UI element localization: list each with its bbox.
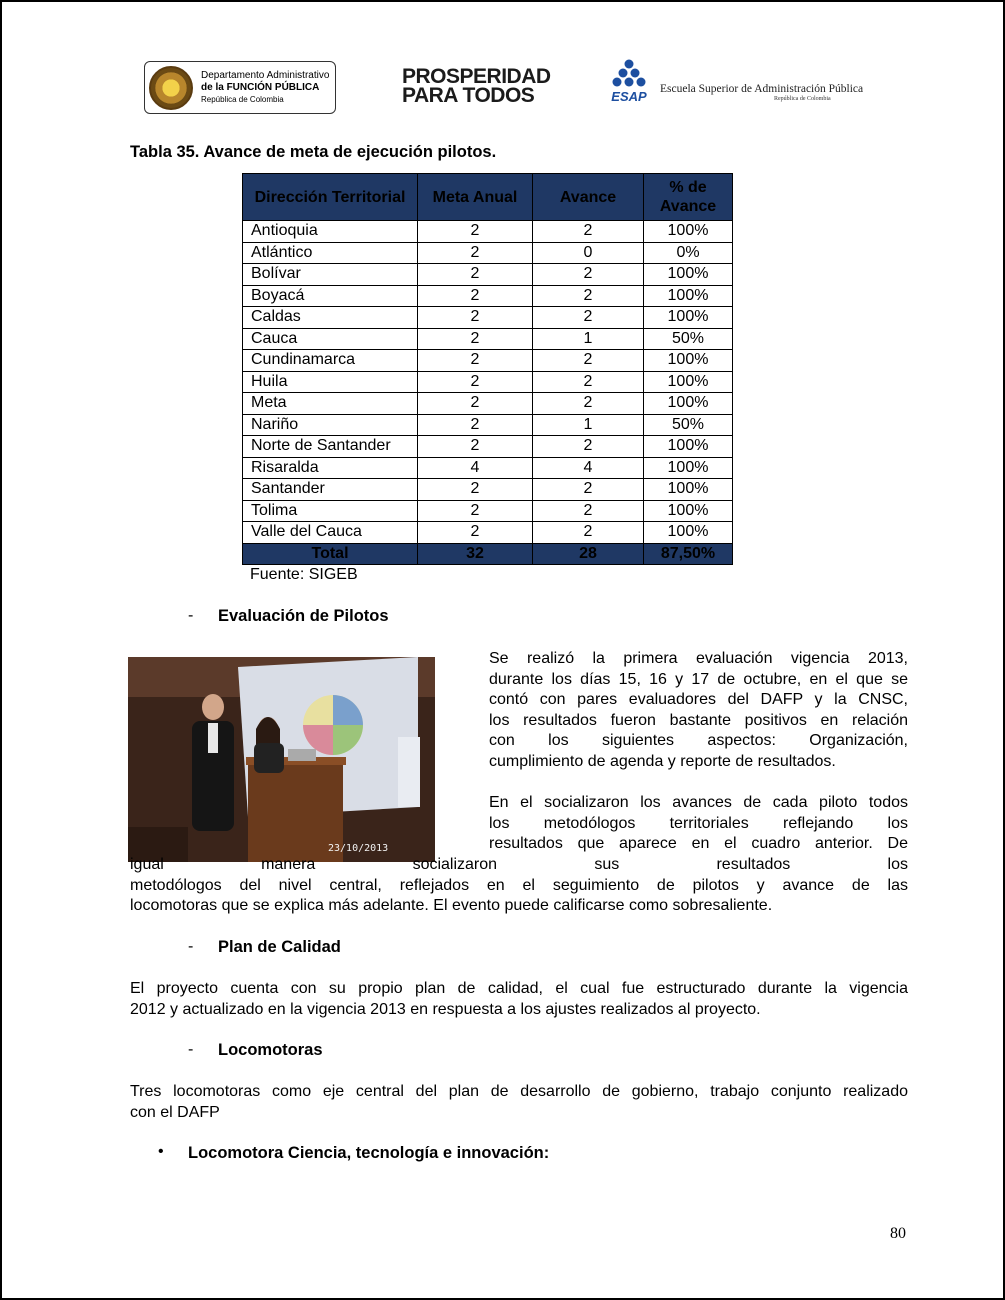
- cell-direccion: Meta: [243, 393, 418, 415]
- table-row: [243, 457, 733, 479]
- text-line: con el DAFP: [130, 1103, 220, 1121]
- presentation-photo-icon: [128, 657, 435, 862]
- prosperidad-line2: PARA TODOS: [402, 84, 535, 107]
- table-row: [243, 479, 733, 501]
- cell-direccion: Antioquia: [243, 221, 418, 243]
- cell-porcentaje: 100%: [644, 522, 733, 544]
- cell-avance: 2: [533, 436, 644, 458]
- total-cell: 87,50%: [644, 543, 733, 565]
- table-row: [243, 221, 733, 243]
- event-photo: [128, 657, 435, 862]
- dafp-line3: República de Colombia: [201, 94, 284, 104]
- loco-title: Locomotoras: [218, 1041, 323, 1059]
- cell-meta: 4: [418, 457, 533, 479]
- bullet-title: Locomotora Ciencia, tecnología e innovación:: [188, 1144, 550, 1162]
- table-source: Fuente: SIGEB: [250, 566, 358, 583]
- eval-paragraph-2-full: [130, 855, 908, 917]
- cell-porcentaje: 100%: [644, 436, 733, 458]
- text-line: los resultados fueron bastante positivos en relación: [489, 711, 908, 729]
- dafp-logo: [144, 61, 336, 114]
- text-line: los metodólogos territoriales reflejando los: [489, 814, 908, 832]
- cell-avance: 0: [533, 242, 644, 264]
- cell-direccion: Caldas: [243, 307, 418, 329]
- cell-porcentaje: 100%: [644, 457, 733, 479]
- bullet-icon: •: [158, 1143, 164, 1160]
- text-line: con los siguientes aspectos: Organización,: [489, 732, 908, 750]
- cell-porcentaje: 100%: [644, 221, 733, 243]
- cell-meta: 2: [418, 436, 533, 458]
- cell-meta: 2: [418, 393, 533, 415]
- cell-porcentaje: 100%: [644, 264, 733, 286]
- cell-direccion: Boyacá: [243, 285, 418, 307]
- cell-meta: 2: [418, 414, 533, 436]
- cell-porcentaje: 100%: [644, 285, 733, 307]
- cell-avance: 1: [533, 414, 644, 436]
- cell-meta: 2: [418, 242, 533, 264]
- cell-avance: 4: [533, 457, 644, 479]
- progress-table: [242, 173, 733, 565]
- cell-direccion: Risaralda: [243, 457, 418, 479]
- esap-logo: [602, 59, 864, 109]
- cell-avance: 2: [533, 285, 644, 307]
- calidad-title: Plan de Calidad: [218, 938, 341, 956]
- cell-direccion: Norte de Santander: [243, 436, 418, 458]
- eval-paragraph-1: [489, 649, 908, 773]
- colombia-seal-icon: [149, 66, 193, 110]
- header-porcentaje: % de Avance: [644, 174, 733, 221]
- cell-porcentaje: 100%: [644, 479, 733, 501]
- text-line: durante los días 15, 16 y 17 de octubre, en el que se: [489, 670, 908, 688]
- cell-direccion: Tolima: [243, 500, 418, 522]
- text-line: cumplimiento de agenda y reporte de resultados.: [489, 752, 836, 770]
- cell-direccion: Atlántico: [243, 242, 418, 264]
- table-row: [243, 242, 733, 264]
- total-cell: Total: [243, 543, 418, 565]
- cell-direccion: Bolívar: [243, 264, 418, 286]
- cell-meta: 2: [418, 479, 533, 501]
- cell-porcentaje: 100%: [644, 393, 733, 415]
- table-row: [243, 500, 733, 522]
- eval-title: Evaluación de Pilotos: [218, 607, 389, 625]
- text-line: contó con pares evaluadores del DAFP y la CNSC,: [489, 691, 908, 709]
- cell-direccion: Huila: [243, 371, 418, 393]
- text-line: En el socializaron los avances de cada piloto todos: [489, 794, 908, 811]
- text-line: 2012 y actualizado en la vigencia 2013 en respuesta a los ajustes realizados al proyecto.: [130, 1000, 761, 1018]
- text-line: resultados que aparece en el cuadro anterior. De: [489, 835, 908, 853]
- calidad-paragraph: [130, 979, 908, 1020]
- cell-direccion: Valle del Cauca: [243, 522, 418, 544]
- cell-direccion: Cauca: [243, 328, 418, 350]
- eval-paragraph-2-right: [489, 793, 908, 855]
- cell-meta: 2: [418, 264, 533, 286]
- cell-porcentaje: 100%: [644, 307, 733, 329]
- cell-direccion: Santander: [243, 479, 418, 501]
- table-row: [243, 414, 733, 436]
- cell-avance: 2: [533, 307, 644, 329]
- table-row: [243, 307, 733, 329]
- text-line: El proyecto cuenta con su propio plan de calidad, el cual fue estructurado durante la vigencia: [130, 980, 908, 997]
- cell-meta: 2: [418, 522, 533, 544]
- cell-avance: 2: [533, 522, 644, 544]
- total-cell: 32: [418, 543, 533, 565]
- table-row: [243, 393, 733, 415]
- table-title: Tabla 35. Avance de meta de ejecución pilotos.: [130, 143, 497, 161]
- cell-avance: 1: [533, 328, 644, 350]
- dafp-line2: de la FUNCIÓN PÚBLICA: [201, 81, 320, 93]
- text-line: igual manera socializaron sus resultados los: [130, 856, 908, 873]
- cell-porcentaje: 50%: [644, 414, 733, 436]
- list-dash: -: [188, 938, 194, 955]
- cell-avance: 2: [533, 264, 644, 286]
- esap-acronym: ESAP: [611, 89, 647, 104]
- table-row: [243, 285, 733, 307]
- text-line: metodólogos del nivel central, reflejados en el seguimiento de pilotos y avance de las: [130, 876, 908, 894]
- cell-meta: 2: [418, 350, 533, 372]
- cell-avance: 2: [533, 221, 644, 243]
- prosperidad-line1: PROSPERIDAD: [402, 65, 551, 88]
- header-direccion: Dirección Territorial: [243, 174, 418, 221]
- table-row: [243, 350, 733, 372]
- esap-dots-icon: [602, 59, 656, 105]
- dafp-line1: Departamento Administrativo: [201, 69, 330, 81]
- list-dash: -: [188, 1041, 194, 1058]
- cell-direccion: Nariño: [243, 414, 418, 436]
- cell-meta: 2: [418, 328, 533, 350]
- cell-meta: 2: [418, 221, 533, 243]
- cell-porcentaje: 100%: [644, 371, 733, 393]
- cell-avance: 2: [533, 479, 644, 501]
- cell-avance: 2: [533, 500, 644, 522]
- table-total-row: [243, 543, 733, 565]
- list-dash: -: [188, 607, 194, 624]
- esap-sub: República de Colombia: [774, 96, 831, 102]
- table-row: [243, 436, 733, 458]
- header-avance: Avance: [533, 174, 644, 221]
- cell-meta: 2: [418, 371, 533, 393]
- cell-meta: 2: [418, 285, 533, 307]
- esap-name: Escuela Superior de Administración Pública: [660, 83, 864, 95]
- table-header-row: [243, 174, 733, 221]
- cell-avance: 2: [533, 393, 644, 415]
- total-cell: 28: [533, 543, 644, 565]
- cell-porcentaje: 50%: [644, 328, 733, 350]
- table-row: [243, 371, 733, 393]
- cell-meta: 2: [418, 307, 533, 329]
- table-row: [243, 264, 733, 286]
- cell-direccion: Cundinamarca: [243, 350, 418, 372]
- table-row: [243, 522, 733, 544]
- cell-avance: 2: [533, 350, 644, 372]
- text-line: Tres locomotoras como eje central del plan de desarrollo de gobierno, trabajo conjunto realizado: [130, 1083, 908, 1100]
- cell-porcentaje: 100%: [644, 350, 733, 372]
- table-row: [243, 328, 733, 350]
- photo-date: 23/10/2013: [328, 843, 389, 854]
- header-meta: Meta Anual: [418, 174, 533, 221]
- cell-meta: 2: [418, 500, 533, 522]
- text-line: locomotoras que se explica más adelante. El evento puede calificarse como sobresaliente.: [130, 897, 773, 915]
- cell-avance: 2: [533, 371, 644, 393]
- prosperidad-logo: [398, 67, 550, 107]
- text-line: Se realizó la primera evaluación vigencia 2013,: [489, 650, 908, 667]
- loco-paragraph: [130, 1082, 908, 1123]
- cell-porcentaje: 0%: [644, 242, 733, 264]
- cell-porcentaje: 100%: [644, 500, 733, 522]
- page-number: 80: [890, 1225, 906, 1242]
